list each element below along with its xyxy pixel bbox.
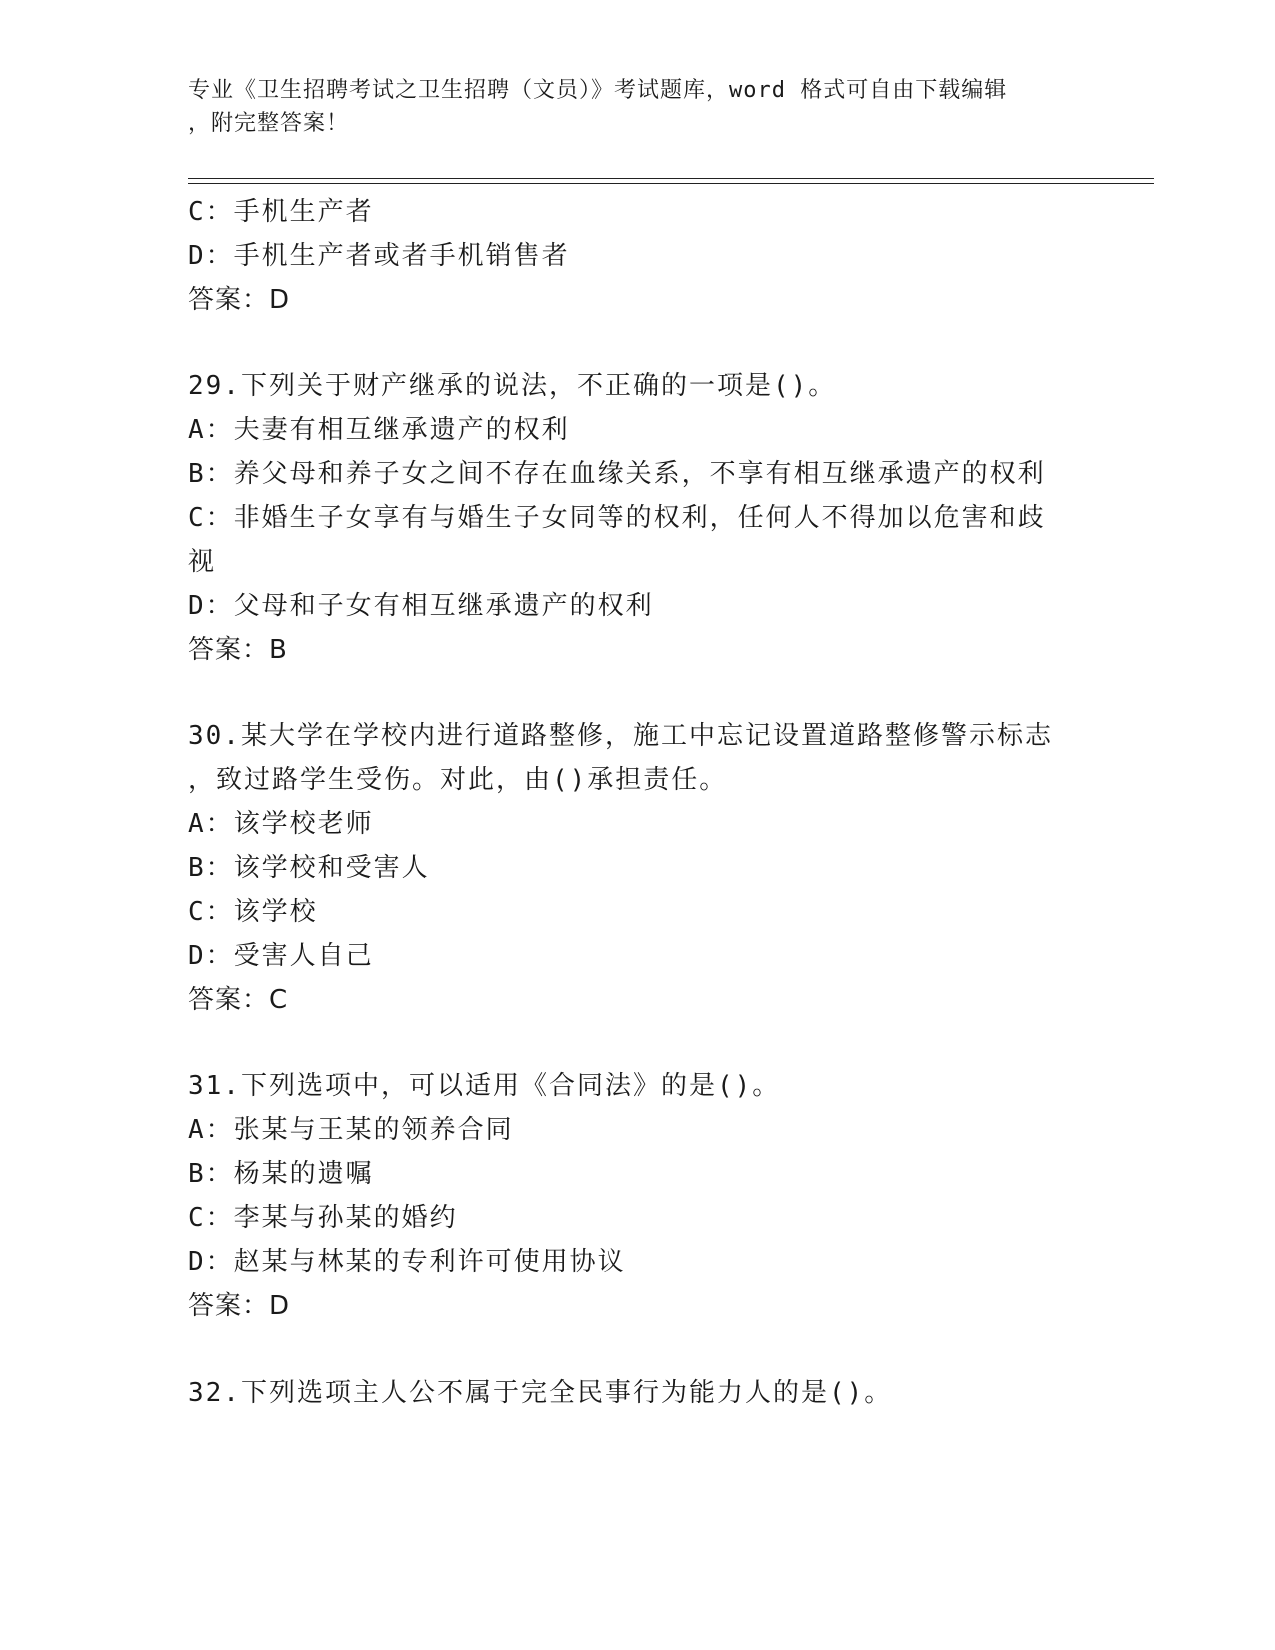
option-d: D：父母和子女有相互继承遗产的权利 bbox=[188, 591, 654, 621]
answer-line: 答案：D bbox=[188, 1291, 291, 1321]
header-line-1: 专业《卫生招聘考试之卫生招聘（文员）》考试题库，word 格式可自由下载编辑 bbox=[188, 78, 1008, 103]
option-d: D：赵某与林某的专利许可使用协议 bbox=[188, 1247, 626, 1277]
option-a: A：夫妻有相互继承遗产的权利 bbox=[188, 415, 570, 445]
header-divider-bottom bbox=[188, 183, 1154, 184]
question-29-stem: 29.下列关于财产继承的说法，不正确的一项是()。 bbox=[188, 371, 837, 401]
header-divider-top bbox=[188, 178, 1154, 179]
option-c-continued: 视 bbox=[188, 547, 217, 577]
answer-line: 答案：D bbox=[188, 285, 291, 315]
question-30-stem-line-1: 30.某大学在学校内进行道路整修，施工中忘记设置道路整修警示标志 bbox=[188, 721, 1053, 751]
question-30-stem-line-2: ，致过路学生受伤。对此，由()承担责任。 bbox=[188, 765, 728, 795]
answer-line: 答案：B bbox=[188, 635, 288, 665]
option-d: D：受害人自己 bbox=[188, 941, 374, 971]
document-header bbox=[188, 74, 1078, 140]
answer-line: 答案：C bbox=[188, 985, 289, 1015]
option-b: B：该学校和受害人 bbox=[188, 853, 430, 883]
option-b: B：养父母和养子女之间不存在血缘关系，不享有相互继承遗产的权利 bbox=[188, 459, 1046, 489]
header-line-2: ，附完整答案！ bbox=[188, 111, 350, 136]
option-a: A：该学校老师 bbox=[188, 809, 374, 839]
option-a: A：张某与王某的领养合同 bbox=[188, 1115, 514, 1145]
question-32-stem: 32.下列选项主人公不属于完全民事行为能力人的是()。 bbox=[188, 1378, 893, 1408]
question-31-stem: 31.下列选项中，可以适用《合同法》的是()。 bbox=[188, 1071, 781, 1101]
option-b: B：杨某的遗嘱 bbox=[188, 1159, 374, 1189]
option-c: C：非婚生子女享有与婚生子女同等的权利，任何人不得加以危害和歧 bbox=[188, 503, 1046, 533]
option-c: C：手机生产者 bbox=[188, 197, 374, 227]
option-c: C：李某与孙某的婚约 bbox=[188, 1203, 458, 1233]
option-c: C：该学校 bbox=[188, 897, 318, 927]
option-d: D：手机生产者或者手机销售者 bbox=[188, 241, 570, 271]
